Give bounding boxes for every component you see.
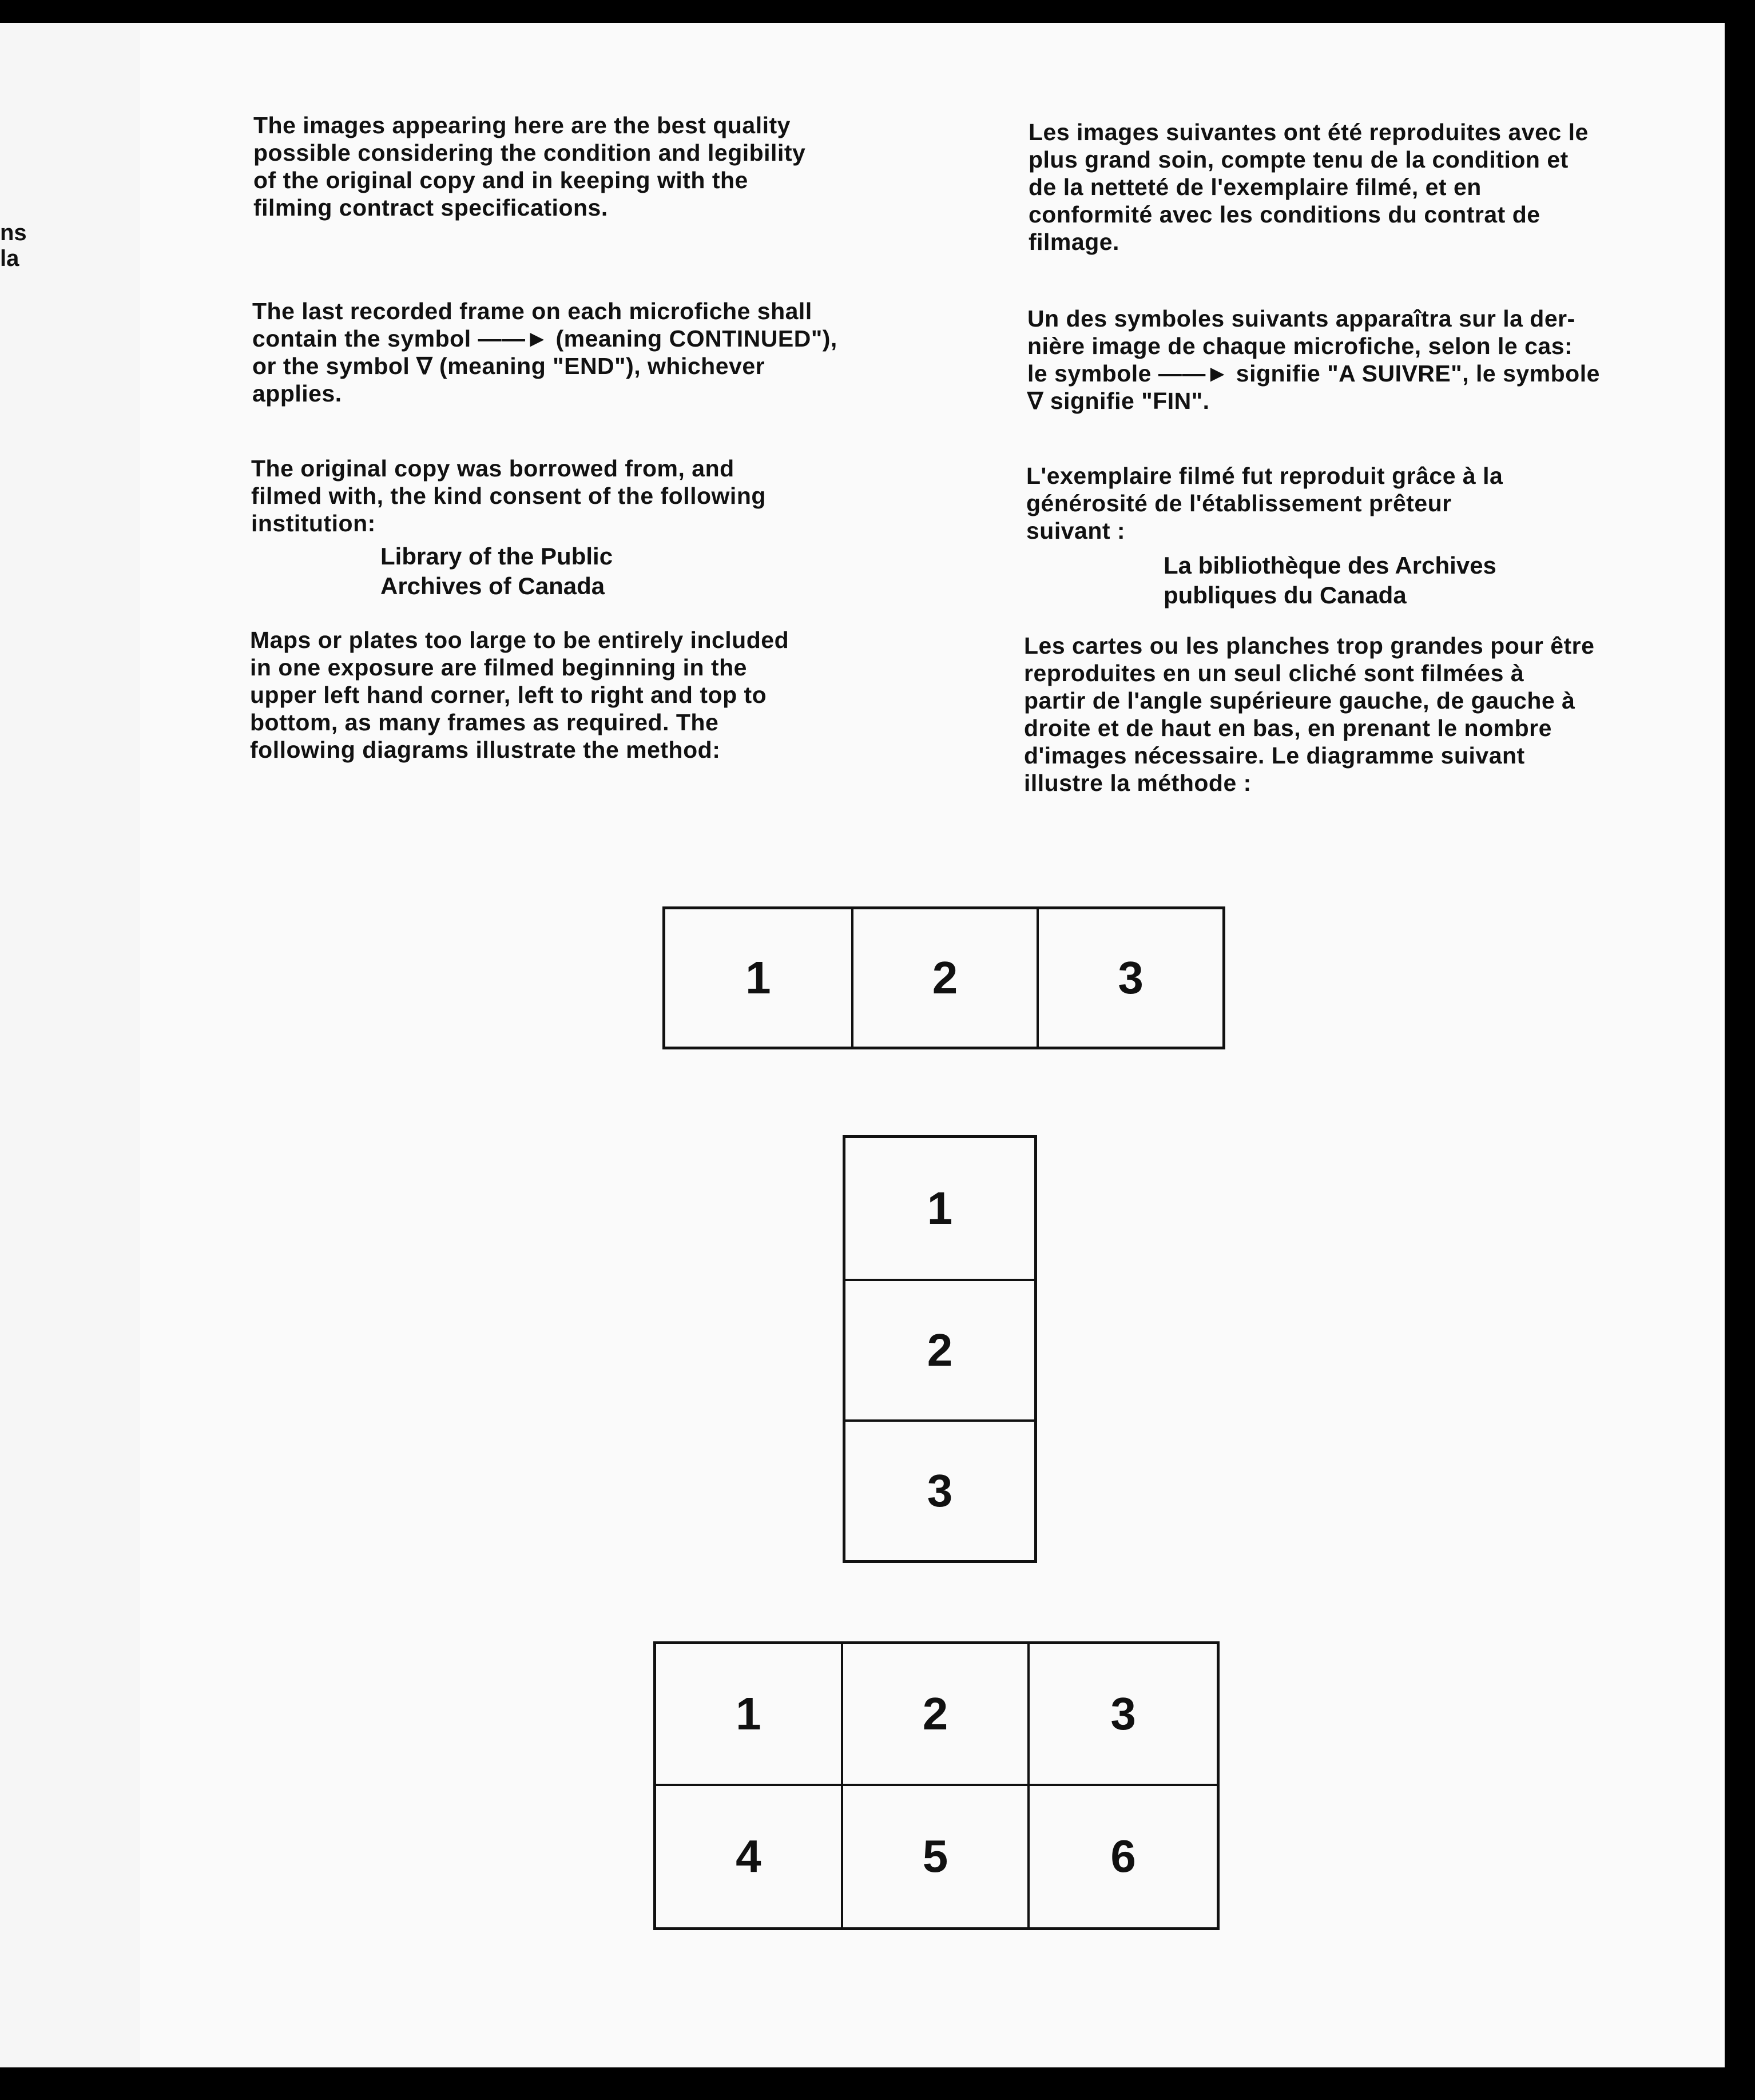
right-border (1726, 0, 1755, 2100)
fr-institution-name: La bibliothèque des Archives publiques du Canada (1164, 552, 1496, 608)
frame-cell: 2 (843, 1644, 1030, 1786)
frame-cell: 4 (656, 1786, 843, 1928)
en-symbols-paragraph: The last recorded frame on each microfiche shall contain the symbol ——► (meaning CONTINUED"), or the symbol ∇ (meaning "END"), whichever applies. (252, 298, 837, 407)
frame-cell: 2 (851, 909, 1037, 1047)
frame-cell: 3 (845, 1419, 1034, 1560)
en-quality-paragraph: The images appearing here are the best quality possible considering the condition and legibility of the original copy and in keeping with the filming contract specifications. (253, 112, 806, 221)
frame-cell: 1 (927, 1183, 953, 1234)
diagram-vertical-3 (843, 1135, 1037, 1563)
diagram-horizontal-3 (662, 906, 1225, 1049)
en-maps-paragraph: Maps or plates too large to be entirely included in one exposure are filmed beginning in the upper left hand corner, left to right and top to bottom, as many frames as required. The following diagrams illustrate the method: (250, 627, 789, 763)
frame-cell: 3 (1030, 1644, 1217, 1786)
frame-cell: 3 (1037, 909, 1222, 1047)
en-borrowed-paragraph: The original copy was borrowed from, and filmed with, the kind consent of the following institution: (251, 455, 766, 536)
previous-page-strip (0, 23, 140, 2067)
frame-cell: 1 (745, 952, 771, 1003)
frame-cell: 1 (656, 1644, 843, 1786)
margin-fragment: la (0, 246, 19, 271)
fr-symbols-paragraph: Un des symboles suivants apparaîtra sur la der- nière image de chaque microfiche, selon le cas: le symbole ——► signifie "A SUIVRE", le symbole ∇ signifie "FIN". (1027, 305, 1600, 414)
fr-borrowed-paragraph: L'exemplaire filmé fut reproduit grâce à la générosité de l'établissement prêteur suivant : (1026, 463, 1503, 544)
diagram-grid-2x3 (653, 1641, 1220, 1930)
fr-maps-paragraph: Les cartes ou les planches trop grandes pour être reproduites en un seul cliché sont filmées à partir de l'angle supérieure gauche, de gauche à droite et de haut en bas, en prenant le nombre d'images nécessaire. Le diagramme suivant illustre la méthode : (1024, 633, 1595, 796)
fr-quality-paragraph: Les images suivantes ont été reproduites avec le plus grand soin, compte tenu de la condition et de la netteté de l'exemplaire filmé, et en conformité avec les conditions du contrat de filmage. (1029, 119, 1589, 255)
frame-cell: 5 (843, 1786, 1030, 1928)
frame-cell: 2 (845, 1279, 1034, 1419)
margin-fragment: ns (0, 220, 27, 245)
en-institution-name: Library of the Public Archives of Canada (380, 543, 613, 599)
frame-cell: 6 (1110, 1831, 1136, 1882)
